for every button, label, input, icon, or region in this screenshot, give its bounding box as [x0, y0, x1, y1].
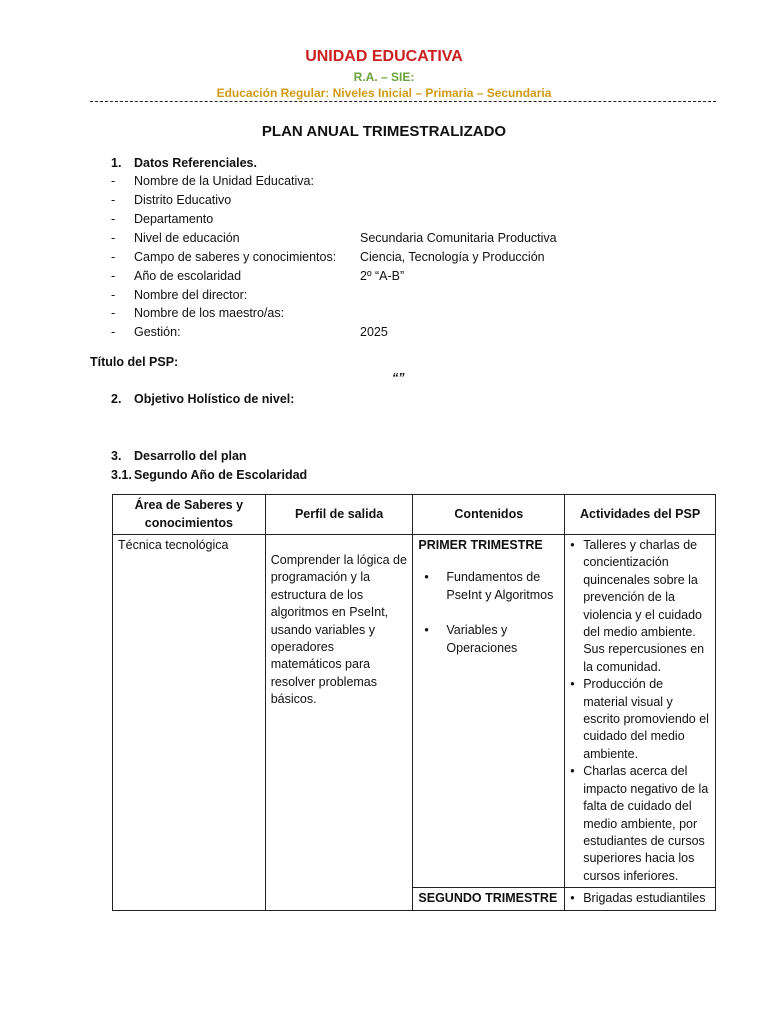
- section-2-heading: Objetivo Holístico de nivel:: [134, 392, 295, 406]
- list-item-label: Distrito Educativo: [134, 193, 232, 207]
- list-dash: -: [111, 231, 116, 245]
- list-item-label: Año de escolaridad: [134, 269, 242, 283]
- table-row: [113, 535, 716, 888]
- table-header-row: [113, 495, 716, 535]
- list-item: • Charlas acerca del impacto negativo de la falta de cuidado del medio ambiente, por estudiantes de cursos superiores hacia los cursos inferiores.: [570, 763, 710, 885]
- list-item: • Fundamentos de PseInt y Algoritmos: [424, 569, 559, 604]
- header-contenidos: Contenidos: [413, 495, 565, 535]
- list-dash: -: [111, 193, 116, 207]
- list-item: • Talleres y charlas de concientización quincenales sobre la prevención de la violencia y el cuidado del medio ambiente. Sus repercusiones en la comunidad.: [570, 537, 710, 676]
- list-item-label: Nivel de educación: [134, 231, 240, 245]
- list-item-value: Ciencia, Tecnología y Producción: [360, 250, 545, 264]
- header-perfil: Perfil de salida: [265, 495, 413, 535]
- section-2-number: 2.: [111, 392, 122, 406]
- psp-title-quotes: “”: [392, 371, 405, 385]
- list-item-label: Nombre de la Unidad Educativa:: [134, 174, 314, 188]
- list-item-value: 2º “A-B”: [360, 269, 405, 283]
- second-trimester-label: SEGUNDO TRIMESTRE: [418, 891, 558, 906]
- first-trimester-label: PRIMER TRIMESTRE: [418, 538, 543, 552]
- list-item-label: Gestión:: [134, 325, 181, 339]
- second-trimester-cell: [413, 888, 565, 910]
- list-dash: -: [111, 306, 116, 320]
- list-item-value: 2025: [360, 325, 388, 339]
- ra-sie-line: R.A. – SIE:: [353, 70, 415, 84]
- area-text: Técnica tecnológica: [118, 538, 229, 552]
- psp-title-label: Título del PSP:: [90, 355, 179, 369]
- section-3-1-number: 3.1.: [111, 468, 132, 482]
- list-item: • Brigadas estudiantiles: [570, 890, 710, 907]
- header-actividades: Actividades del PSP: [565, 495, 716, 535]
- list-dash: -: [111, 269, 116, 283]
- section-3-1-heading: Segundo Año de Escolaridad: [134, 468, 308, 482]
- list-item-label: Nombre de los maestro/as:: [134, 306, 285, 320]
- section-3-number: 3.: [111, 449, 122, 463]
- header-area: Área de Saberes y conocimientos: [113, 495, 266, 535]
- perfil-text: Comprender la lógica de programación y la estructura de los algoritmos en PseInt, usando variables y operadores matemáticos para resolver problemas básicos.: [270, 553, 407, 707]
- list-dash: -: [111, 174, 116, 188]
- second-actividades-list: [570, 890, 710, 907]
- contenidos-list: [418, 569, 559, 657]
- list-item: • Producción de material visual y escrito promoviendo el cuidado del medio ambiente.: [570, 676, 710, 763]
- list-item: • Variables y Operaciones: [424, 622, 559, 657]
- institution-title: UNIDAD EDUCATIVA: [305, 48, 463, 65]
- list-item-label: Campo de saberes y conocimientos:: [134, 250, 337, 264]
- contenidos-cell: [413, 535, 565, 888]
- dashed-separator: [90, 101, 716, 102]
- area-cell: [113, 535, 266, 911]
- actividades-list: [570, 537, 710, 885]
- list-dash: -: [111, 212, 116, 226]
- list-item-label: Nombre del director:: [134, 288, 248, 302]
- education-levels: Educación Regular: Niveles Inicial – Primaria – Secundaria: [216, 86, 552, 100]
- section-3-heading: Desarrollo del plan: [134, 449, 247, 463]
- page-title: PLAN ANUAL TRIMESTRALIZADO: [261, 123, 507, 140]
- section-1-number: 1.: [111, 156, 122, 170]
- plan-table: [112, 494, 716, 911]
- list-dash: -: [111, 250, 116, 264]
- list-dash: -: [111, 325, 116, 339]
- list-item-value: Secundaria Comunitaria Productiva: [360, 231, 557, 245]
- perfil-cell: [265, 535, 413, 911]
- second-actividades-cell: [565, 888, 716, 910]
- section-1-heading: Datos Referenciales.: [134, 156, 257, 170]
- list-item-label: Departamento: [134, 212, 214, 226]
- actividades-cell: [565, 535, 716, 888]
- list-dash: -: [111, 288, 116, 302]
